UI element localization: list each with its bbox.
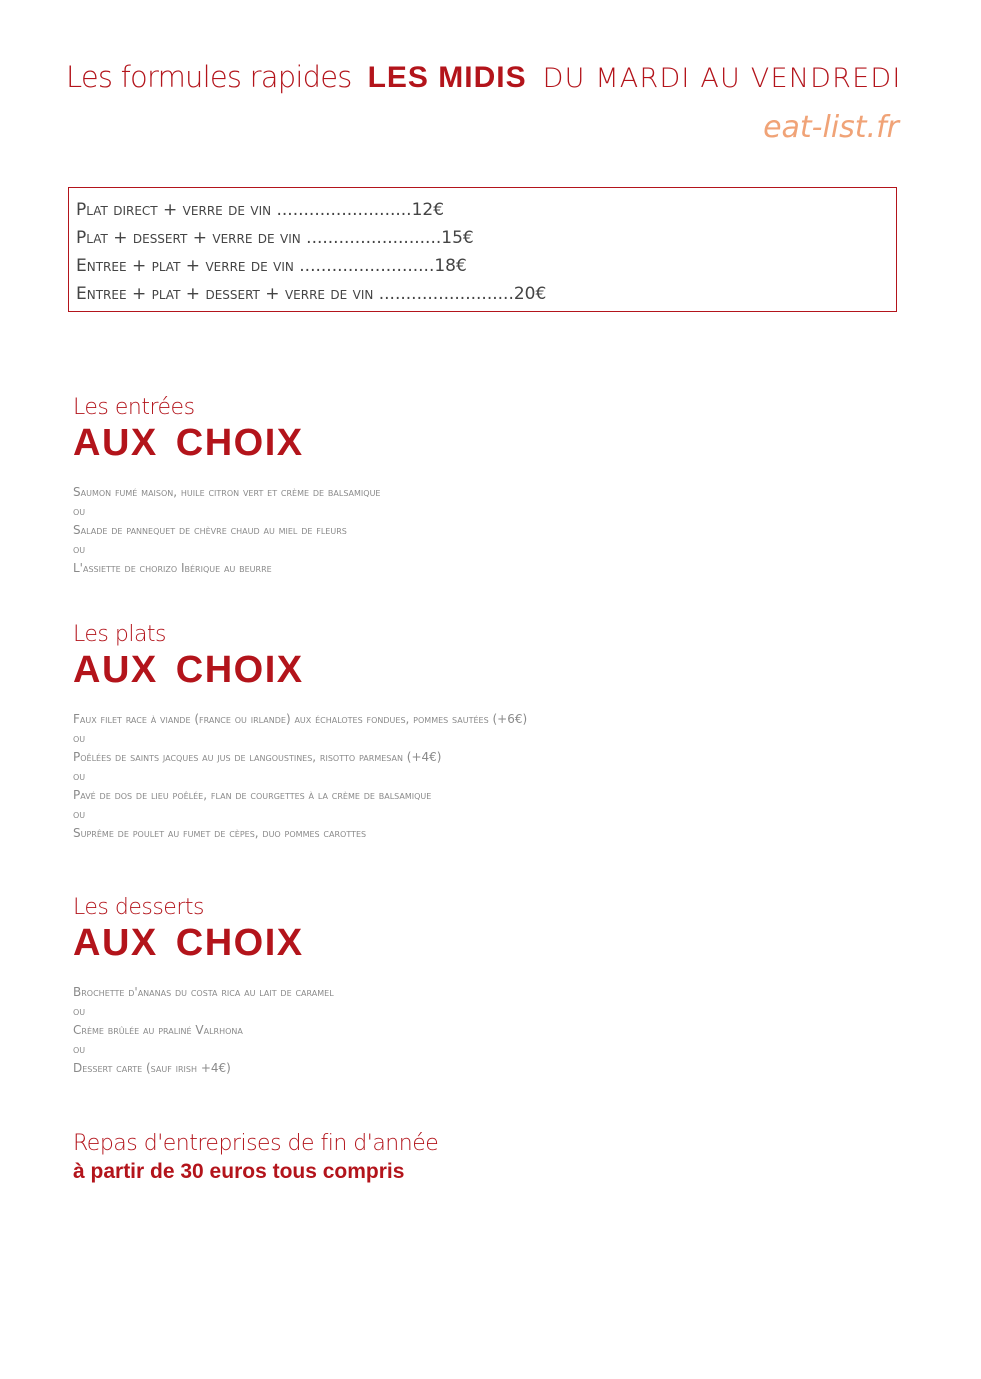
section-title: AUX CHOIX [73,422,304,464]
section-plats [73,622,527,843]
section-subtitle: Les entrées [73,395,195,420]
header-les-midis: LES MIDIS [367,61,527,94]
menu-item: Salade de pannequet de chèvre chaud au miel de fleurs [73,523,347,537]
footer-corporate [73,1130,438,1186]
menu-item: Poêlées de saints jacques au jus de langoustines, risotto parmesan (+4€) [73,750,442,764]
menu-item-or: ou [73,807,86,821]
menu-item-or: ou [73,731,86,745]
section-subtitle: Les desserts [73,895,204,920]
section-title: AUX CHOIX [73,649,304,691]
section-subtitle: Les plats [73,622,167,647]
page-header [66,60,902,95]
menu-item-or: ou [73,504,86,518]
menu-item-or: ou [73,769,86,783]
menu-items [73,983,334,1078]
menu-item: Faux filet race à viande (france ou irlande) aux échalotes fondues, pommes sautées (+6€) [73,712,528,726]
formulas-box [68,187,897,312]
section-entrees [73,395,380,578]
menu-item: Pavé de dos de lieu poêlée, flan de courgettes à la crème de balsamique [73,788,432,802]
menu-item-or: ou [73,542,86,556]
menu-item-or: ou [73,1004,86,1018]
formula-line: Plat direct + verre de vin .........................12€ [76,200,445,220]
footer-price-line: à partir de 30 euros tous compris [73,1160,405,1183]
menu-items [73,483,380,578]
section-desserts [73,895,334,1078]
menu-item: Brochette d'ananas du costa rica au lait de caramel [73,985,334,999]
menu-item: L'assiette de chorizo Ibérique au beurre [73,561,272,575]
section-title: AUX CHOIX [73,922,304,964]
footer-subtitle: Repas d'entreprises de fin d'année [73,1131,439,1156]
menu-item-or: ou [73,1042,86,1056]
formula-line: Plat + dessert + verre de vin .........................15€ [76,228,474,248]
menu-item: Dessert carte (sauf irish +4€) [73,1061,231,1075]
header-formules-rapides: Les formules rapides [66,60,352,94]
menu-item: Saumon fumé maison, huile citron vert et crème de balsamique [73,485,381,499]
header-days: DU MARDI AU VENDREDI [542,63,902,94]
menu-item: Suprême de poulet au fumet de cèpes, duo pommes carottes [73,826,367,840]
formula-line: Entree + plat + dessert + verre de vin .........................20€ [76,284,547,304]
formula-line: Entree + plat + verre de vin .........................18€ [76,256,467,276]
menu-item: Crème brûlée au praliné Valrhona [73,1023,243,1037]
menu-items [73,710,527,843]
site-watermark: eat-list.fr [763,110,899,145]
